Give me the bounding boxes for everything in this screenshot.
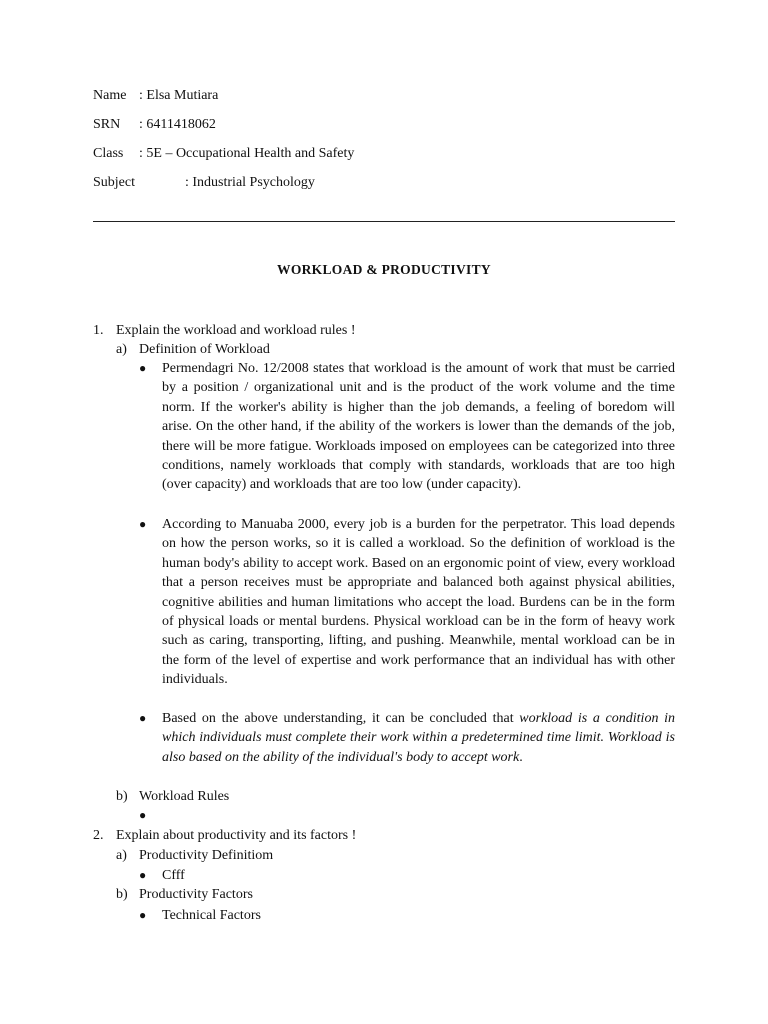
subject-value: : Industrial Psychology xyxy=(185,175,315,190)
name-value: : Elsa Mutiara xyxy=(139,88,219,103)
q1a-text: Definition of Workload xyxy=(139,342,270,357)
q2a-marker: a) xyxy=(116,848,127,863)
name-label: Name xyxy=(93,88,127,103)
header-srn-row xyxy=(93,115,216,135)
bullet-icon: ● xyxy=(139,517,147,531)
bullet-icon: ● xyxy=(139,908,147,922)
bullet-icon: ● xyxy=(139,361,147,375)
subject-label: Subject xyxy=(93,175,135,190)
bullet-icon: ● xyxy=(139,868,147,882)
q2a-text: Productivity Definitiom xyxy=(139,848,274,863)
q1b-marker: b) xyxy=(116,789,128,804)
q1-number: 1. xyxy=(93,323,104,338)
q2b-bullet1-text: Technical Factors xyxy=(162,908,261,923)
class-value: : 5E – Occupational Health and Safety xyxy=(139,146,355,161)
header-class-row xyxy=(93,144,355,164)
q2-text: Explain about productivity and its factors ! xyxy=(116,828,357,843)
q1a-bullet3-italic: workload is a condition in which individuals must complete their work within a predetermined time limit. Workload is also based on the ability of the individual's body to accept work xyxy=(162,711,676,765)
q1a-bullet3-plain: Based on the above understanding, it can be concluded that xyxy=(162,711,520,726)
q1a-bullet2-text: According to Manuaba 2000, every job is a burden for the perpetrator. This load depends on how the person works, so it is called a workload. So the definition of workload is the human body's ability to accept work. Based on an ergonomic point of view, every workload that a person receives must be appropriate and balanced both against physical abilities, cognitive abilities and human limitations who accept the load. Burdens can be in the form of physical loads or mental burdens. Physical workload can be in the form of heavy work such as caring, transporting, lifting, and pushing. Meanwhile, mental workload can be in the form of the level of expertise and work performance that an individual has with other individuals. xyxy=(162,517,676,688)
q2b-text: Productivity Factors xyxy=(139,887,253,902)
document-title: WORKLOAD & PRODUCTIVITY xyxy=(277,262,491,277)
q2a-bullet1-text: Cfff xyxy=(162,868,185,883)
header-divider xyxy=(93,221,675,222)
bullet-icon: ● xyxy=(139,808,147,822)
q1a-bullet3-end: . xyxy=(519,749,523,765)
q2b-marker: b) xyxy=(116,887,128,902)
header-subject-row xyxy=(93,173,315,193)
srn-label: SRN xyxy=(93,117,121,132)
header-name-row xyxy=(93,86,219,106)
q1a-bullet1-text: Permendagri No. 12/2008 states that workload is the amount of work that must be carried by a position / organizational unit and is the product of the work volume and the time norm. If the worker's ability is higher than the job demands, a feeling of boredom will arise. On the other hand, if the ability of the workers is lower than the demands of the job, there will be more fatigue. Workloads imposed on employees can be categorized into three conditions, namely workloads that comply with standards, workloads that are too high (over capacity) and workloads that are too low (under capacity). xyxy=(162,361,675,493)
class-label: Class xyxy=(93,146,124,161)
srn-value: : 6411418062 xyxy=(139,117,216,132)
q1a-bullet3-text xyxy=(162,709,675,767)
q1b-text: Workload Rules xyxy=(139,789,230,804)
bullet-icon: ● xyxy=(139,711,147,725)
q1a-marker: a) xyxy=(116,342,127,357)
q1-text: Explain the workload and workload rules ! xyxy=(116,323,356,338)
q2-number: 2. xyxy=(93,828,104,843)
